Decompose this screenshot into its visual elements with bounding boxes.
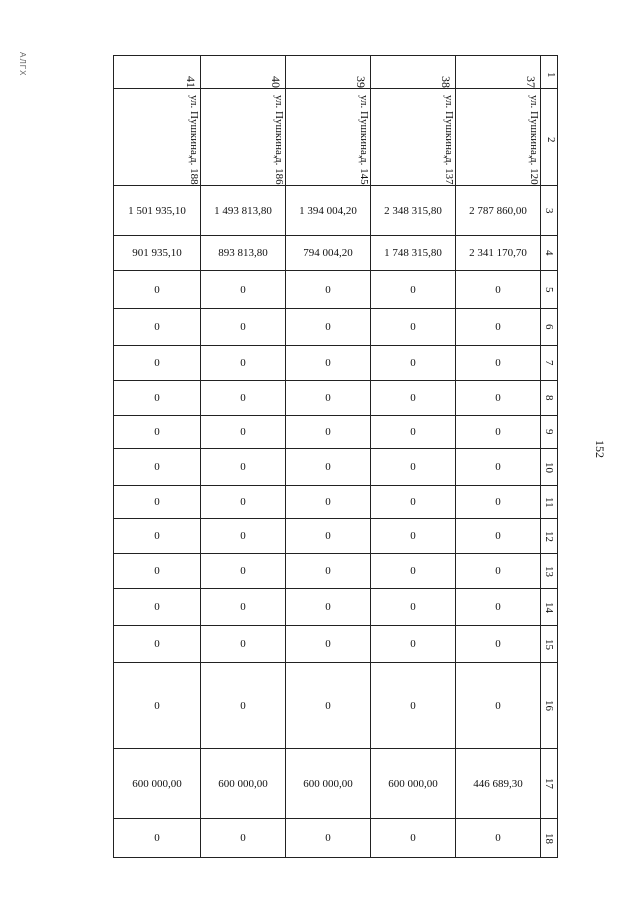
- archive-stamp: АЛГХ: [18, 52, 27, 77]
- table-cell: 0: [201, 449, 286, 486]
- table-cell: 0: [114, 381, 201, 416]
- table-cell: 0: [201, 554, 286, 589]
- table-cell: 0: [371, 309, 456, 346]
- table-cell: 0: [201, 819, 286, 858]
- table-cell: 0: [456, 381, 541, 416]
- row-label: 12: [541, 519, 558, 554]
- house: д. 145: [358, 157, 370, 185]
- house: д. 186: [273, 157, 285, 185]
- table-cell: 0: [286, 381, 371, 416]
- table-cell: 0: [286, 819, 371, 858]
- object-address: [371, 89, 456, 186]
- table-cell: 0: [286, 271, 371, 309]
- street: ул. Пушкина,: [528, 94, 540, 158]
- row-label: 11: [541, 486, 558, 519]
- table-cell: 0: [456, 519, 541, 554]
- table-cell: 0: [201, 346, 286, 381]
- object-number: 40: [201, 56, 286, 89]
- table-cell: 446 689,30: [456, 749, 541, 819]
- row-label: 2: [541, 89, 558, 186]
- house: д. 137: [443, 157, 455, 185]
- row-label: 1: [541, 56, 558, 89]
- table-cell: 0: [114, 449, 201, 486]
- table-cell: 0: [114, 554, 201, 589]
- table-cell: 0: [371, 346, 456, 381]
- table-cell: 0: [286, 626, 371, 663]
- table-cell: 0: [114, 819, 201, 858]
- table-cell: 0: [456, 589, 541, 626]
- table-cell: 0: [286, 486, 371, 519]
- table-cell: 0: [371, 819, 456, 858]
- row-label: 4: [541, 236, 558, 271]
- table-cell: 0: [201, 519, 286, 554]
- table-cell: 0: [456, 309, 541, 346]
- table-cell: 0: [456, 626, 541, 663]
- street: ул. Пушкина,: [443, 94, 455, 158]
- table-cell: 0: [201, 589, 286, 626]
- table-cell: 0: [286, 519, 371, 554]
- table-cell: 0: [371, 626, 456, 663]
- table-cell: 0: [456, 346, 541, 381]
- page-number: 152: [593, 440, 607, 458]
- row-label: 16: [541, 663, 558, 749]
- table-cell: 0: [114, 519, 201, 554]
- street: ул. Пушкина,: [188, 94, 200, 158]
- house: д. 120: [528, 157, 540, 185]
- table-cell: 0: [456, 663, 541, 749]
- table-cell: 901 935,10: [114, 236, 201, 271]
- table-cell: 1 501 935,10: [114, 186, 201, 236]
- table-cell: 600 000,00: [286, 749, 371, 819]
- table-cell: 0: [114, 626, 201, 663]
- table-cell: 794 004,20: [286, 236, 371, 271]
- table-cell: 893 813,80: [201, 236, 286, 271]
- table-cell: 0: [201, 271, 286, 309]
- table-cell: 1 493 813,80: [201, 186, 286, 236]
- row-label: 9: [541, 416, 558, 449]
- table-cell: 0: [371, 416, 456, 449]
- table-cell: 0: [286, 346, 371, 381]
- table-cell: 0: [371, 449, 456, 486]
- row-label: 14: [541, 589, 558, 626]
- row-label: 3: [541, 186, 558, 236]
- street: ул. Пушкина,: [273, 94, 285, 158]
- table-cell: 0: [114, 271, 201, 309]
- table-cell: 0: [114, 663, 201, 749]
- table-cell: 0: [201, 486, 286, 519]
- table-cell: 0: [371, 663, 456, 749]
- table-cell: 0: [286, 663, 371, 749]
- table-cell: 0: [456, 554, 541, 589]
- table-cell: 600 000,00: [201, 749, 286, 819]
- table-cell: 0: [114, 309, 201, 346]
- table-cell: 0: [371, 519, 456, 554]
- house: д. 188: [188, 157, 200, 185]
- object-address: [286, 89, 371, 186]
- table-cell: 0: [201, 663, 286, 749]
- table-cell: 2 348 315,80: [371, 186, 456, 236]
- table-cell: 1 748 315,80: [371, 236, 456, 271]
- table-cell: 0: [456, 449, 541, 486]
- table-cell: 600 000,00: [371, 749, 456, 819]
- table-cell: 0: [456, 486, 541, 519]
- table-cell: 0: [371, 554, 456, 589]
- table-cell: 2 341 170,70: [456, 236, 541, 271]
- object-address: [456, 89, 541, 186]
- table-cell: 0: [201, 416, 286, 449]
- table-cell: 0: [456, 271, 541, 309]
- row-label: 8: [541, 381, 558, 416]
- street: ул. Пушкина,: [358, 94, 370, 158]
- table-cell: 0: [286, 449, 371, 486]
- table-cell: 1 394 004,20: [286, 186, 371, 236]
- table-cell: 0: [286, 554, 371, 589]
- table-cell: 0: [456, 416, 541, 449]
- object-number: 38: [371, 56, 456, 89]
- table-cell: 0: [286, 589, 371, 626]
- table-cell: 0: [286, 309, 371, 346]
- object-number: 37: [456, 56, 541, 89]
- table-cell: 0: [201, 381, 286, 416]
- row-label: 13: [541, 554, 558, 589]
- row-label: 5: [541, 271, 558, 309]
- object-address: [114, 89, 201, 186]
- object-address: [201, 89, 286, 186]
- object-number: 39: [286, 56, 371, 89]
- row-label: 17: [541, 749, 558, 819]
- table-cell: 0: [456, 819, 541, 858]
- data-table: [113, 55, 558, 858]
- table-cell: 0: [201, 309, 286, 346]
- table-cell: 0: [371, 486, 456, 519]
- table-cell: 0: [371, 381, 456, 416]
- table-cell: 2 787 860,00: [456, 186, 541, 236]
- table-cell: 0: [371, 589, 456, 626]
- table-cell: 0: [114, 346, 201, 381]
- row-label: 7: [541, 346, 558, 381]
- table-cell: 0: [114, 589, 201, 626]
- row-label: 15: [541, 626, 558, 663]
- table-cell: 600 000,00: [114, 749, 201, 819]
- table-cell: 0: [114, 486, 201, 519]
- table-cell: 0: [114, 416, 201, 449]
- row-label: 10: [541, 449, 558, 486]
- row-label: 6: [541, 309, 558, 346]
- table-cell: 0: [286, 416, 371, 449]
- table-cell: 0: [201, 626, 286, 663]
- row-label: 18: [541, 819, 558, 858]
- object-number: 41: [114, 56, 201, 89]
- table-cell: 0: [371, 271, 456, 309]
